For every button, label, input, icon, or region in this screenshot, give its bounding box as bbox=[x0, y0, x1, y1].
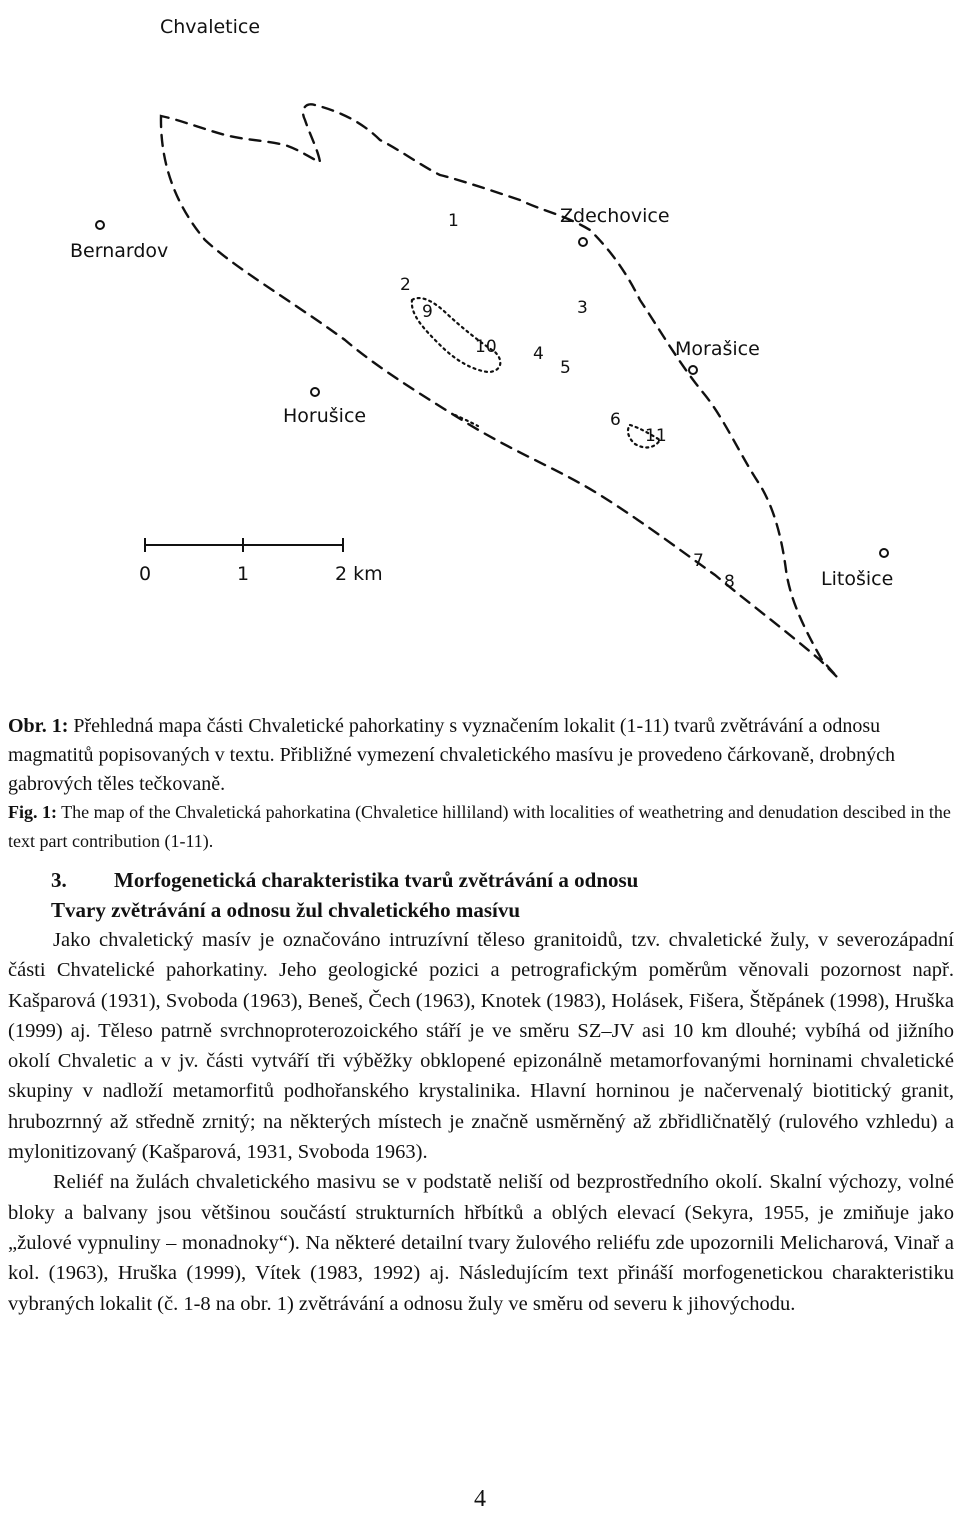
village-marker-bernardov bbox=[96, 221, 104, 229]
caption-en-label: Fig. 1: bbox=[8, 802, 57, 822]
scale-label-0: 0 bbox=[139, 563, 152, 585]
village-markers bbox=[96, 221, 888, 557]
place-morasice: Morašice bbox=[675, 338, 760, 360]
place-horusice: Horušice bbox=[283, 405, 367, 427]
massif-boundary-line bbox=[161, 104, 838, 678]
page-number: 4 bbox=[474, 1486, 486, 1512]
village-marker-zdechovice bbox=[579, 238, 587, 246]
scale-label-2: 2 km bbox=[335, 563, 383, 585]
figure-caption-cz bbox=[8, 712, 954, 799]
caption-cz-label: Obr. 1: bbox=[8, 715, 69, 737]
place-zdechovice: Zdechovice bbox=[560, 205, 670, 227]
place-chvaletice: Chvaletice bbox=[160, 16, 261, 38]
gabbro-bodies bbox=[412, 298, 660, 447]
locality-11: 11 bbox=[645, 426, 667, 446]
locality-8: 8 bbox=[724, 572, 735, 592]
section-number: 3. bbox=[51, 868, 67, 892]
caption-en-text: The map of the Chvaletická pahorkatina (Chvaletice hilliland) with localities of weathetring and denudation descibed in the text part contribution (1-11). bbox=[8, 802, 951, 851]
section-heading bbox=[8, 865, 954, 925]
paragraph-2: Reliéf na žulách chvaletického masivu se v podstatě neliší od bezprostředního okolí. Skalní výchozy, volné bloky a balvany jsou většinou součástí strukturních hřbítků a oblých elevací (Sekyra, 1955, je zmiňuje jako „žulové vypnuliny – monadnoky“). Na některé detailní tvary žulového reliéfu zde upozornili Melicharová, Vinař a kol. (1963), Hruška (1999), Vítek (1983, 1992) aj. Následujícím text přináší morfogenetickou charakteristiku vybraných lokalit (č. 1-8 na obr. 1) zvětrávání a odnosu žuly ve směru od severu k jihovýchodu. bbox=[8, 1171, 954, 1315]
locality-10: 10 bbox=[475, 337, 497, 357]
figure-caption-en bbox=[8, 798, 954, 856]
locality-7: 7 bbox=[693, 551, 704, 571]
paragraph-1: Jako chvaletický masív je označováno intruzívní těleso granitoidů, tzv. chvaletické žuly, v severozápadní části Chvatelické pahorkatiny. Jeho geologické pozici a petrografickým poměrům věnovali pozornost např. Kašparová (1931), Svoboda (1963), Beneš, Čech (1963), Knotek (1983), Holásek, Fišera, Štěpánek (1998), Hruška (1999) aj. Těleso patrně svrchnoproterozoického stáří je ve směru SZ–JV asi 10 km dlouhé; vybíhá od jižního okolí Chvaletic a v jv. části vytváří tři výběžky obklopené epizonálně metamorfovanými horninami chvaletické skupiny v nadloží metamorfitů podhořanského krystalinika. Hlavní horninou je načervenalý biotitický granit, hrubozrnný až středně zrnitý; na některých místech je značně usměrněný až zbřidličnatělý (rulového vzhledu) a mylonitizovaný (Kašparová, 1931, Svoboda 1963). bbox=[8, 929, 954, 1164]
section-title: Morfogenetická charakteristika tvarů zvětrávání a odnosu bbox=[114, 868, 639, 892]
village-marker-morasice bbox=[689, 366, 697, 374]
place-litosice: Litošice bbox=[821, 568, 894, 590]
scale-bar bbox=[145, 538, 343, 552]
locality-9: 9 bbox=[422, 302, 433, 322]
body-text bbox=[8, 925, 954, 1319]
village-marker-litosice bbox=[880, 549, 888, 557]
locality-4: 4 bbox=[533, 344, 544, 364]
locality-6: 6 bbox=[610, 410, 621, 430]
locality-5: 5 bbox=[560, 358, 571, 378]
scale-label-1: 1 bbox=[237, 563, 250, 585]
massif-outline bbox=[161, 104, 838, 678]
locality-1: 1 bbox=[448, 211, 459, 231]
locality-2: 2 bbox=[400, 275, 411, 295]
section-title-line bbox=[8, 865, 954, 895]
place-bernardov: Bernardov bbox=[70, 240, 169, 262]
locality-map bbox=[0, 0, 960, 700]
caption-cz-text: Přehledná mapa části Chvaletické pahorkatiny s vyznačením lokalit (1-11) tvarů zvětrávání a odnosu magmatitů popisovaných v textu. Přibližné vymezení chvaletického masívu je provedeno čárkovaně, drobných gabrových těles tečkovaně. bbox=[8, 715, 895, 795]
section-subtitle: Tvary zvětrávání a odnosu žul chvaletického masívu bbox=[51, 898, 521, 922]
village-marker-horusice bbox=[311, 388, 319, 396]
locality-3: 3 bbox=[577, 298, 588, 318]
